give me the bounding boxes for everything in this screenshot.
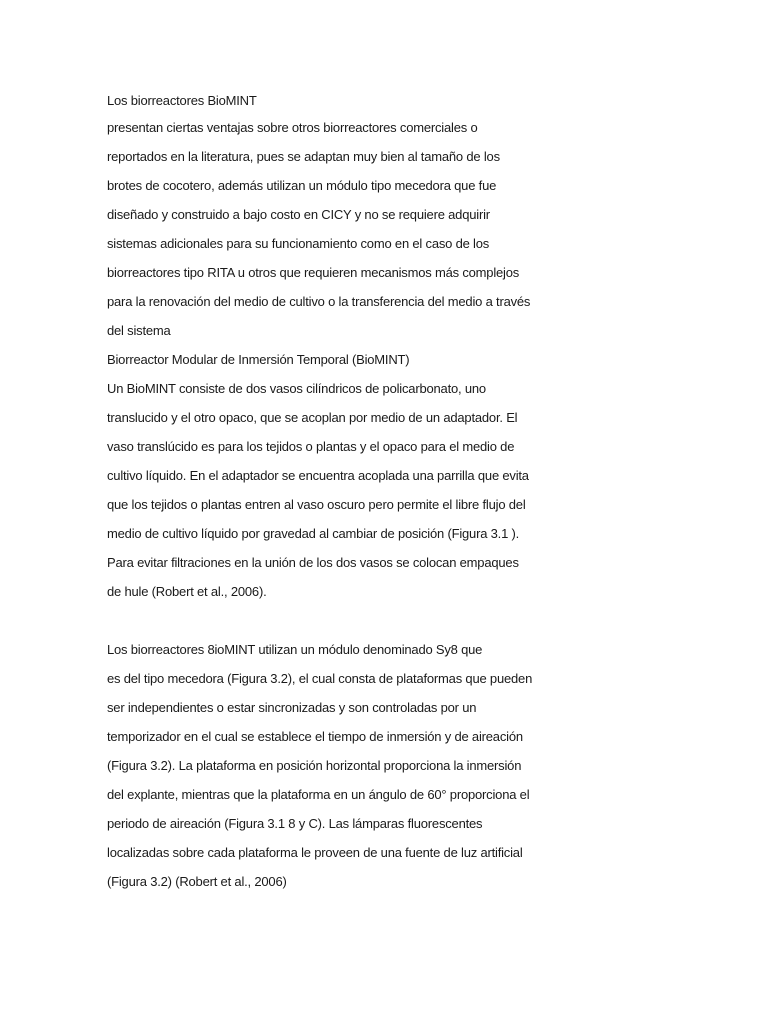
paragraph-line: Los biorreactores 8ioMINT utilizan un módulo denominado Sy8 que: [107, 642, 483, 657]
paragraph-description: [107, 374, 667, 606]
paragraph-line: Un BioMINT consiste de dos vasos cilíndricos de policarbonato, uno: [107, 381, 486, 396]
paragraph-line: localizadas sobre cada plataforma le proveen de una fuente de luz artificial: [107, 845, 523, 860]
heading-biomint: Los biorreactores BioMINT: [107, 93, 257, 108]
paragraph-module: [107, 635, 667, 896]
paragraph-line: presentan ciertas ventajas sobre otros biorreactores comerciales o: [107, 120, 478, 135]
paragraph-advantages: [107, 113, 667, 345]
paragraph-line: (Figura 3.2) (Robert et al., 2006): [107, 874, 287, 889]
heading-biorreactor-modular: Biorreactor Modular de Inmersión Temporal (BioMINT): [107, 352, 410, 367]
paragraph-line: de hule (Robert et al., 2006).: [107, 584, 267, 599]
paragraph-line: reportados en la literatura, pues se adaptan muy bien al tamaño de los: [107, 149, 500, 164]
paragraph-line: sistemas adicionales para su funcionamiento como en el caso de los: [107, 236, 490, 251]
paragraph-line: del explante, mientras que la plataforma en un ángulo de 60° proporciona el: [107, 787, 530, 802]
paragraph-line: periodo de aireación (Figura 3.1 8 y C). Las lámparas fluorescentes: [107, 816, 483, 831]
paragraph-line: cultivo líquido. En el adaptador se encuentra acoplada una parrilla que evita: [107, 468, 529, 483]
paragraph-line: vaso translúcido es para los tejidos o plantas y el opaco para el medio de: [107, 439, 515, 454]
paragraph-spacer: [107, 606, 667, 635]
paragraph-line: translucido y el otro opaco, que se acoplan por medio de un adaptador. El: [107, 410, 518, 425]
document-body: [107, 88, 667, 896]
paragraph-line: ser independientes o estar sincronizadas y son controladas por un: [107, 700, 477, 715]
paragraph-line: que los tejidos o plantas entren al vaso oscuro pero permite el libre flujo del: [107, 497, 526, 512]
paragraph-line: del sistema: [107, 323, 171, 338]
paragraph-line: (Figura 3.2). La plataforma en posición horizontal proporciona la inmersión: [107, 758, 522, 773]
paragraph-line: Para evitar filtraciones en la unión de los dos vasos se colocan empaques: [107, 555, 519, 570]
paragraph-line: es del tipo mecedora (Figura 3.2), el cual consta de plataformas que pueden: [107, 671, 533, 686]
paragraph-line: temporizador en el cual se establece el tiempo de inmersión y de aireación: [107, 729, 523, 744]
paragraph-line: brotes de cocotero, además utilizan un módulo tipo mecedora que fue: [107, 178, 497, 193]
paragraph-line: diseñado y construido a bajo costo en CICY y no se requiere adquirir: [107, 207, 490, 222]
paragraph-line: para la renovación del medio de cultivo o la transferencia del medio a través: [107, 294, 531, 309]
paragraph-line: biorreactores tipo RITA u otros que requieren mecanismos más complejos: [107, 265, 520, 280]
paragraph-line: medio de cultivo líquido por gravedad al cambiar de posición (Figura 3.1 ).: [107, 526, 520, 541]
